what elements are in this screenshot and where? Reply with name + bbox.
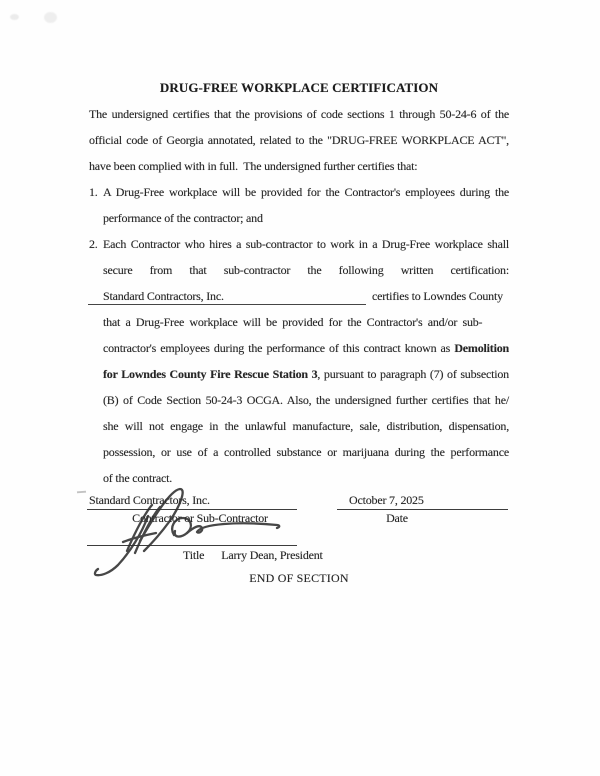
list-item-2-line-2: secure from that sub-contractor the following written certification: <box>103 263 509 277</box>
list-item-2-line-9: possession, or use of a controlled substance or marijuana during the performance <box>103 445 509 459</box>
intro-paragraph <box>89 101 509 179</box>
fill-in-underline <box>88 289 366 305</box>
contract-name-bold: Demolition <box>454 341 509 355</box>
date-line-label: Date <box>386 511 408 525</box>
list-item-2-line-1: Each Contractor who hires a sub-contractor to work in a Drug-Free workplace shall <box>103 237 509 251</box>
list-item-2 <box>89 231 509 491</box>
document-title: DRUG-FREE WORKPLACE CERTIFICATION <box>159 80 439 95</box>
list-item-1 <box>89 179 509 231</box>
list-item-2-line-7: (B) of Code Section 50-24-3 OCGA. Also, the undersigned further certifies that he/ <box>103 393 509 407</box>
scan-smudge <box>10 14 19 20</box>
intro-line-1: The undersigned certifies that the provisions of code sections 1 through 50-24-6 of the <box>89 107 509 121</box>
document-body <box>89 81 509 491</box>
line-6-text: , pursuant to paragraph (7) of subsection <box>317 367 509 381</box>
title-signature-line <box>87 532 297 546</box>
contractor-signature-line: Standard Contractors, Inc. <box>87 492 297 510</box>
scan-stray-mark <box>77 491 86 494</box>
end-of-section-text: END OF SECTION <box>249 571 349 585</box>
intro-line-3: have been complied with in full. The undersigned further certifies that: <box>89 159 418 173</box>
signer-name: Larry Dean, President <box>221 548 323 562</box>
list-item-2-line-8: she will not engage in the unlawful manufacture, sale, distribution, dispensation, <box>103 419 509 433</box>
list-item-1-line-1: A Drug-Free workplace will be provided for the Contractor's employees during the <box>103 185 509 199</box>
date-line: October 7, 2025 <box>337 492 508 510</box>
list-item-2-number: 2. <box>89 237 98 251</box>
intro-line-2: official code of Georgia annotated, related to the "DRUG-FREE WORKPLACE ACT", <box>89 133 509 147</box>
fill-in-company-value: Standard Contractors, Inc. <box>103 289 224 303</box>
list-item-2-line-6 <box>103 361 509 387</box>
list-item-1-number: 1. <box>89 185 98 199</box>
contractor-line-label: Contractor or Sub-Contractor <box>132 511 268 525</box>
title-label: Title <box>183 548 205 562</box>
line-5-text: contractor's employees during the performance of this contract known as <box>103 341 455 355</box>
list-item-1-line-2: performance of the contractor; and <box>103 211 263 225</box>
scan-smudge <box>44 12 57 23</box>
list-item-2-line-4: that a Drug-Free workplace will be provided for the Contractor's and/or sub- <box>103 315 483 329</box>
list-item-2-line-5 <box>103 335 509 361</box>
subcontractor-fill-in-line <box>88 283 509 309</box>
contract-name-bold-continued: for Lowndes County Fire Rescue Station 3 <box>103 367 318 381</box>
fill-in-suffix: certifies to Lowndes County <box>372 289 503 303</box>
title-row <box>87 548 387 562</box>
list-item-2-line-10: of the contract. <box>103 471 173 485</box>
